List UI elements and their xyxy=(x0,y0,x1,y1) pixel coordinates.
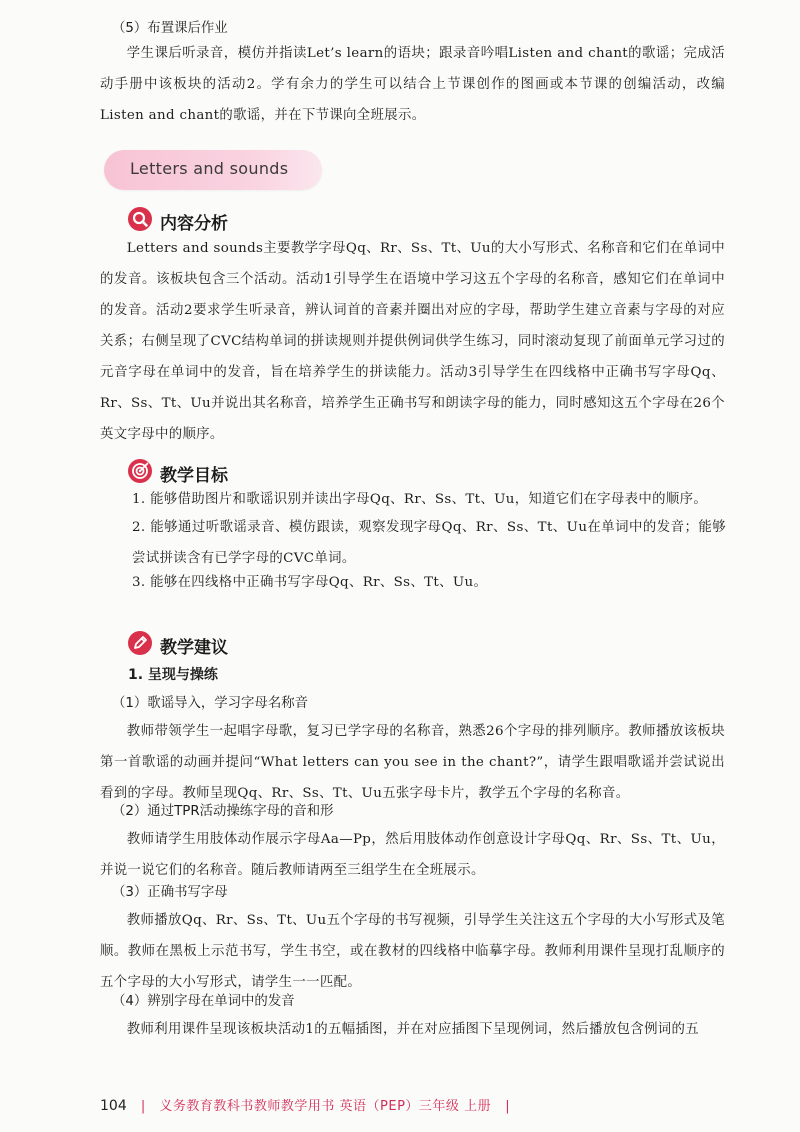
step-paragraph: 教师播放Qq、Rr、Ss、Tt、Uu五个字母的书写视频，引导学生关注这五个字母的大小写形式及笔顺。教师在黑板上示范书写，学生书空，或在教材的四线格中临摹字母。教师利用课件呈现打乱顺序的五个字母的大小写形式，请学生一一匹配。 xyxy=(100,913,725,990)
step-heading: （1）歌谣导入，学习字母名称音 xyxy=(112,696,308,711)
step-paragraph: 教师请学生用肢体动作展示字母Aa—Pp，然后用肢体动作创意设计字母Qq、Rr、Ss、Tt、Uu，并说一说它们的名称音。随后教师请两至三组学生在全班展示。 xyxy=(100,832,725,878)
goal-item: 2. 能够通过听歌谣录音、模仿跟读，观察发现字母Qq、Rr、Ss、Tt、Uu在单词中的发音；能够尝试拼读含有已学字母的CVC单词。 xyxy=(132,520,726,566)
footer-divider: | xyxy=(140,1099,146,1114)
goal-item: 3. 能够在四线格中正确书写字母Qq、Rr、Ss、Tt、Uu。 xyxy=(132,575,488,590)
suggestions-section: 1. 呈现与操练 xyxy=(128,667,218,683)
page-footer xyxy=(100,1095,520,1114)
homework-paragraph: 学生课后听录音，模仿并指读Let’s learn的语块；跟录音吟唱Listen and chant的歌谣；完成活动手册中该板块的活动2。学有余力的学生可以结合上节课创作的图画或本节课的创编活动，改编Listen and chant的歌谣，并在下节课向全班展示。 xyxy=(100,46,725,123)
step-paragraph: 教师利用课件呈现该板块活动1的五幅插图，并在对应插图下呈现例词，然后播放包含例词的五 xyxy=(126,1022,700,1037)
suggestions-title: 教学建议 xyxy=(160,638,228,658)
analysis-paragraph: Letters and sounds主要教学字母Qq、Rr、Ss、Tt、Uu的大小写形式、名称音和它们在单词中的发音。该板块包含三个活动。活动1引导学生在语境中学习这五个字母的名称音，感知它们在单词中的发音。活动2要求学生听录音，辨认词首的音素并圈出对应的字母，帮助学生建立音素与字母的对应关系；右侧呈现了CVC结构单词的拼读规则并提供例词供学生练习，同时滚动复现了前面单元学习过的元音字母在单词中的发音，旨在培养学生的拼读能力。活动3引导学生在四线格中正确书写字母Qq、Rr、Ss、Tt、Uu并说出其名称音，培养学生正确书写和朗读字母的能力，同时感知这五个字母在26个英文字母中的顺序。 xyxy=(100,241,725,442)
footer-book-title: 义务教育教科书教师教学用书 英语（PEP）三年级 上册 xyxy=(159,1099,492,1114)
section-banner xyxy=(104,150,322,190)
page-number: 104 xyxy=(100,1098,127,1114)
magnifier-icon xyxy=(128,207,152,231)
analysis-title: 内容分析 xyxy=(160,214,228,234)
footer-divider: | xyxy=(505,1099,510,1114)
step-heading: （4）辨别字母在单词中的发音 xyxy=(112,994,295,1009)
step-heading: （2）通过TPR活动操练字母的音和形 xyxy=(112,804,334,819)
step-paragraph: 教师带领学生一起唱字母歌，复习已学字母的名称音，熟悉26个字母的排列顺序。教师播放该板块第一首歌谣的动画并提问“What letters can you see in the chant?”，请学生跟唱歌谣并尝试说出看到的字母。教师呈现Qq、Rr、Ss、Tt、Uu五张字母卡片，教学五个字母的名称音。 xyxy=(100,724,725,801)
step-heading: （3）正确书写字母 xyxy=(112,885,228,900)
homework-heading: （5）布置课后作业 xyxy=(112,21,228,36)
goal-item: 1. 能够借助图片和歌谣识别并读出字母Qq、Rr、Ss、Tt、Uu，知道它们在字母表中的顺序。 xyxy=(132,492,708,507)
pencil-icon xyxy=(128,631,152,655)
target-icon xyxy=(128,459,152,483)
goals-title: 教学目标 xyxy=(160,466,228,486)
section-banner-label: Letters and sounds xyxy=(130,159,289,178)
